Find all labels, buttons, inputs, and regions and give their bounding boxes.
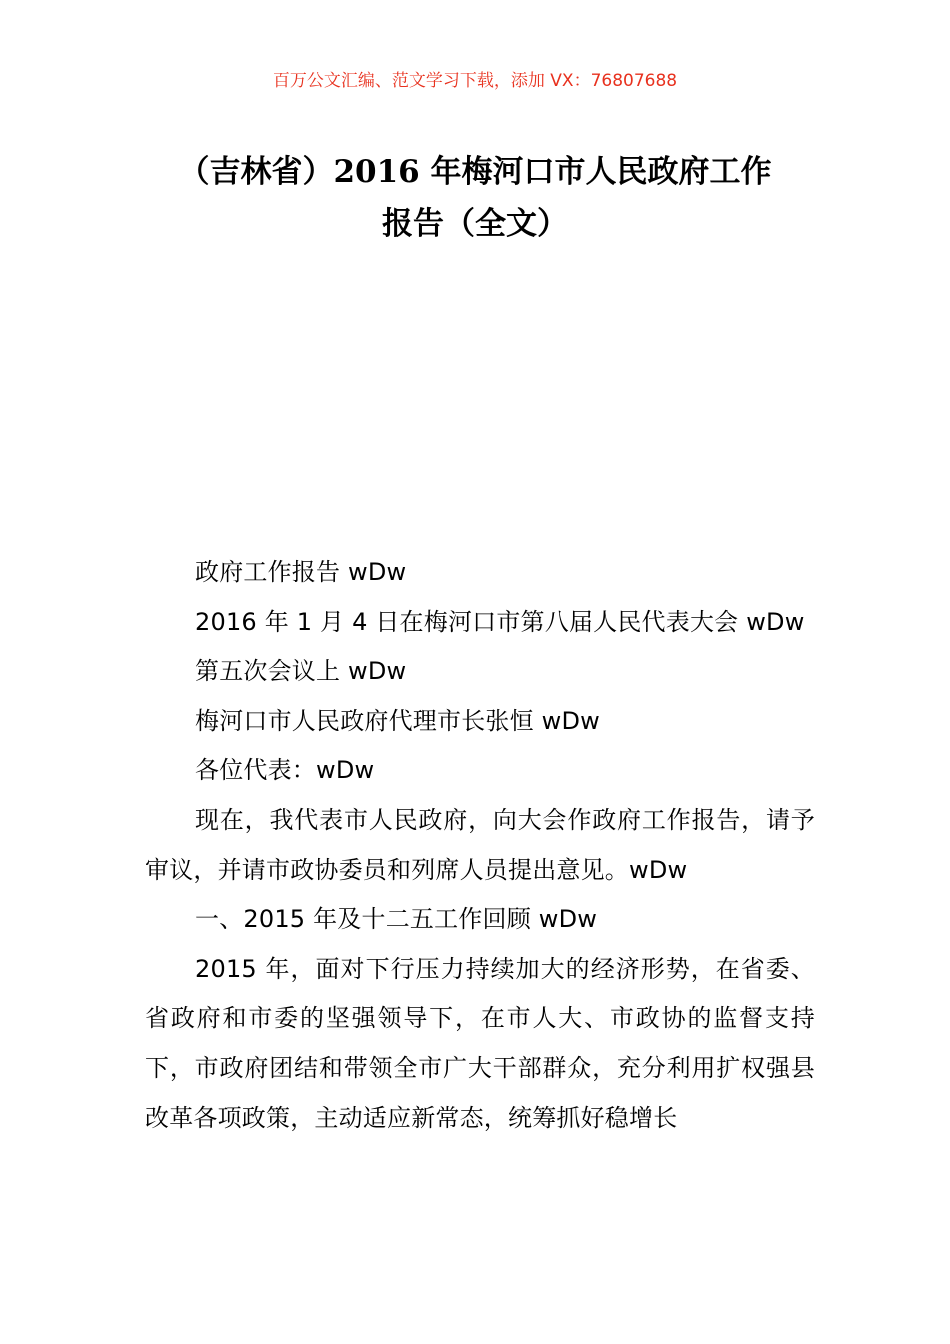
title-line-1: （吉林省）2016 年梅河口市人民政府工作 <box>178 154 772 190</box>
paragraph-review-2015: 2015 年，面对下行压力持续加大的经济形势，在省委、省政府和市委的坚强领导下，在市人大、市政协的监督支持下，市政府团结和带领全市广大干部群众，充分利用扩权强县改革各项政策，主动适应新常态，统筹抓好稳增长 <box>145 954 815 1132</box>
paragraph-speaker: 梅河口市人民政府代理市长张恒 wDw <box>195 706 600 735</box>
paragraph-date-venue: 2016 年 1 月 4 日在梅河口市第八届人民代表大会 wDw <box>195 607 805 636</box>
paragraph-salutation: 各位代表：wDw <box>195 756 375 785</box>
document-body <box>145 548 815 1143</box>
paragraph-introduction: 现在，我代表市人民政府，向大会作政府工作报告，请予审议，并请市政协委员和列席人员提出意见。wDw <box>145 805 815 884</box>
paragraph-report-label: 政府工作报告 wDw <box>195 558 407 586</box>
document-title <box>100 146 850 250</box>
paragraph-session: 第五次会议上 wDw <box>195 657 407 686</box>
title-line-2: 报告（全文） <box>382 206 568 242</box>
promo-banner: 百万公文汇编、范文学习下载，添加 VX：76807688 <box>272 71 678 91</box>
section-heading-review: 一、2015 年及十二五工作回顾 wDw <box>195 905 598 934</box>
